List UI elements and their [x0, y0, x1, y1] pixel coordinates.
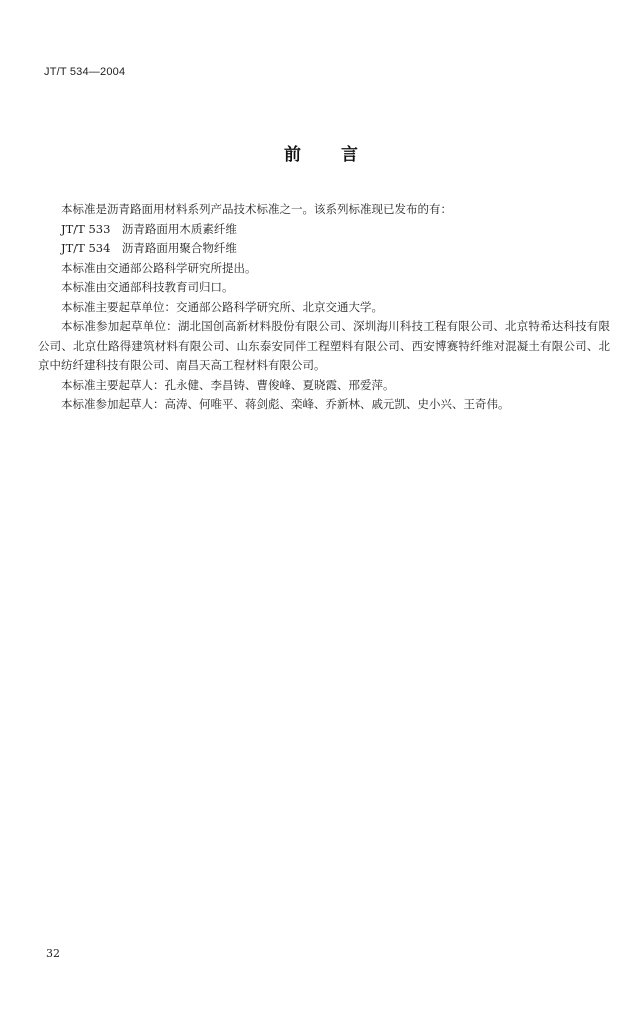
paragraph-main-drafting-units: 本标准主要起草单位：交通部公路科学研究所、北京交通大学。	[61, 299, 383, 314]
paragraph-series-intro: 本标准是沥青路面用材料系列产品技术标准之一。该系列标准现已发布的有：	[61, 202, 452, 216]
page-number: 32	[46, 947, 60, 960]
standard-code-header: JT/T 534—2004	[44, 66, 126, 78]
paragraph-standard-534: JT/T 534 沥青路面用聚合物纤维	[61, 241, 237, 255]
foreword-body	[38, 200, 610, 415]
paragraph-standard-533: JT/T 533 沥青路面用木质素纤维	[61, 221, 237, 236]
paragraph-participating-units: 本标准参加起草单位：湖北国创高新材料股份有限公司、深圳海川科技工程有限公司、北京特希达科技有限公司、北京仕路得建筑材料有限公司、山东泰安同伴工程塑料有限公司、西安博赛特纤维对混凝土有限公司、北京中纺纤建科技有限公司、南昌天高工程材料有限公司。	[38, 319, 610, 372]
paragraph-participating-drafters: 本标准参加起草人：高涛、何唯平、蒋剑彪、栾峰、乔新林、戚元凯、史小兴、王奇伟。	[61, 397, 510, 411]
paragraph-administered-by: 本标准由交通部科技教育司归口。	[61, 280, 234, 294]
title-char-2: 言	[341, 145, 358, 165]
page-title	[0, 140, 642, 165]
paragraph-proposed-by: 本标准由交通部公路科学研究所提出。	[61, 260, 257, 275]
title-char-1: 前	[284, 145, 301, 165]
paragraph-main-drafters: 本标准主要起草人：孔永健、李昌铸、曹俊峰、夏晓霞、邢爱萍。	[61, 377, 395, 392]
